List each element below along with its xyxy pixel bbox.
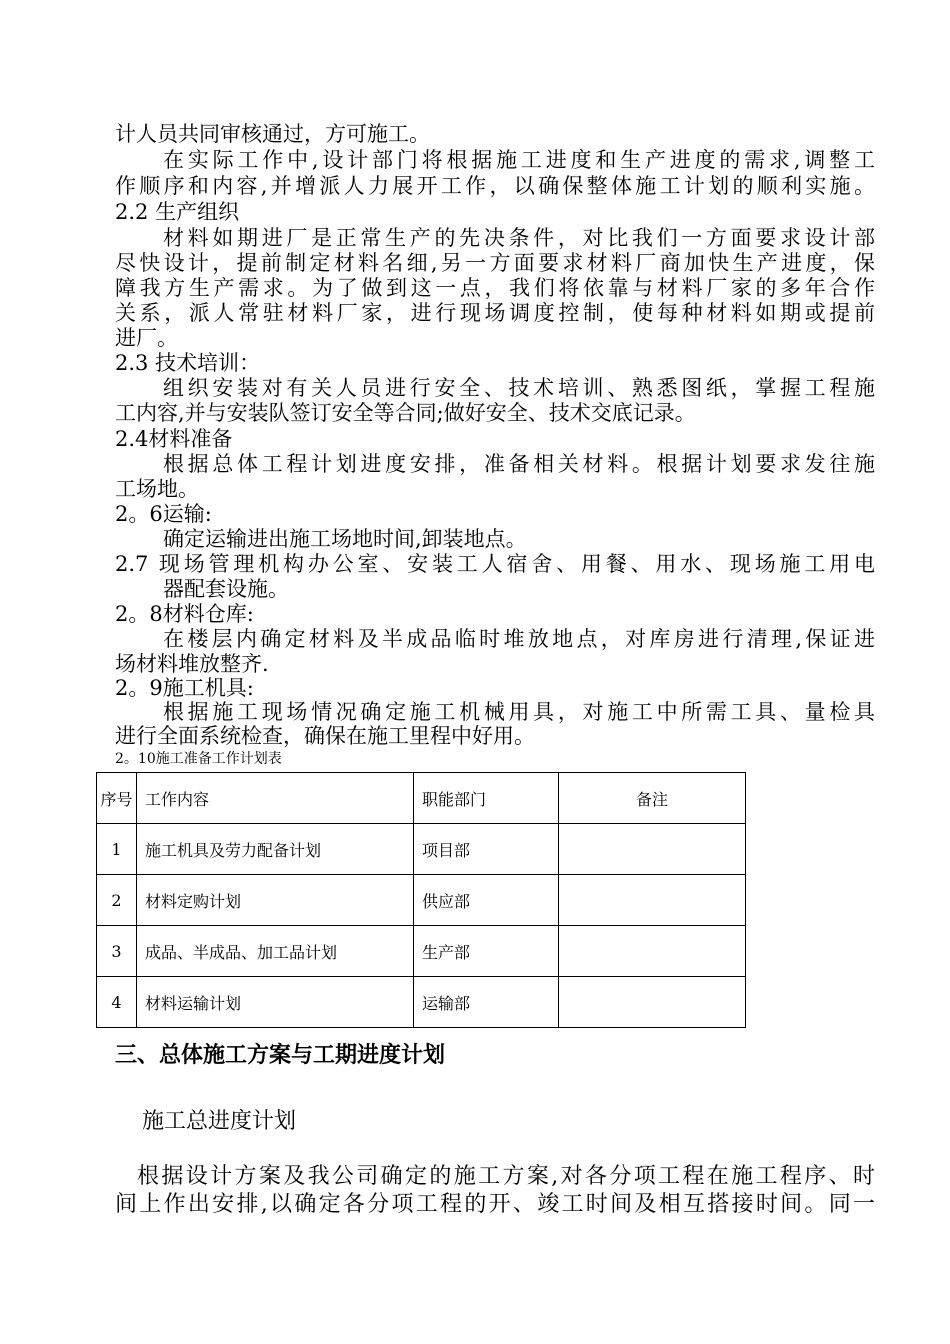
text-line: 尽快设计，提前制定材料名细,另一方面要求材料厂商加快生产进度，保	[115, 251, 875, 275]
table-row	[97, 977, 746, 1028]
table-row	[97, 875, 746, 926]
text-line: 计人员共同审核通过，方可施工。	[115, 122, 430, 146]
header-index: 序号	[97, 773, 137, 824]
text-line: 根据设计方案及我公司确定的施工方案,对各分项工程在施工程序、时	[137, 1164, 875, 1189]
cell-index: 4	[97, 977, 137, 1028]
text-line: 场材料堆放整齐.	[115, 652, 269, 676]
text-line: 根据施工现场情况确定施工机械用具，对施工中所需工具、量检具	[163, 700, 875, 724]
text-line: 器配套设施。	[163, 577, 289, 601]
text-line: 材料如期进厂是正常生产的先决条件，对比我们一方面要求设计部	[163, 226, 875, 250]
cell-remarks	[559, 926, 746, 977]
text-line: 作顺序和内容,并增派人力展开工作，以确保整体施工计划的顺利实施。	[115, 174, 875, 198]
cell-remarks	[559, 824, 746, 875]
header-content: 工作内容	[137, 773, 414, 824]
text-line: 根据总体工程计划进度安排，准备相关材料。根据计划要求发往施	[163, 452, 875, 476]
cell-index: 2	[97, 875, 137, 926]
cell-content: 成品、半成品、加工品计划	[137, 926, 414, 977]
work-plan-table	[96, 772, 746, 1028]
cell-department: 运输部	[414, 977, 559, 1028]
text-line: 组织安装对有关人员进行安全、技术培训、熟悉图纸，掌握工程施	[163, 376, 875, 400]
table-row	[97, 926, 746, 977]
text-line: 进厂。	[115, 326, 178, 350]
cell-remarks	[559, 977, 746, 1028]
text-line: 工内容,并与安装队签订安全等合同;做好安全、技术交底记录。	[115, 401, 696, 425]
section-title: 2.4材料准备	[115, 427, 233, 451]
table-row	[97, 824, 746, 875]
cell-department: 生产部	[414, 926, 559, 977]
table-caption: 2。10施工准备工作计划表	[115, 751, 282, 767]
header-department: 职能部门	[414, 773, 559, 824]
cell-content: 材料定购计划	[137, 875, 414, 926]
cell-index: 1	[97, 824, 137, 875]
cell-index: 3	[97, 926, 137, 977]
section-title: 2.7 现场管理机构办公室、安装工人宿舍、用餐、用水、现场施工用电	[115, 552, 875, 576]
text-line: 在楼层内确定材料及半成品临时堆放地点，对库房进行清理,保证进	[163, 627, 875, 651]
section-title: 2。6运输:	[115, 502, 212, 526]
section-title: 2.2 生产组织	[115, 200, 240, 224]
header-remarks: 备注	[559, 773, 746, 824]
cell-department: 项目部	[414, 824, 559, 875]
section-title: 2。9施工机具:	[115, 676, 254, 700]
cell-content: 施工机具及劳力配备计划	[137, 824, 414, 875]
text-line: 进行全面系统检查，确保在施工里程中好用。	[115, 724, 535, 748]
text-line: 确定运输进出施工场地时间,卸装地点。	[163, 527, 527, 551]
section-title: 2.3 技术培训：	[115, 351, 261, 375]
section-title: 2。8材料仓库:	[115, 602, 254, 626]
text-line: 障我方生产需求。为了做到这一点，我们将依靠与材料厂家的多年合作	[115, 276, 875, 300]
table-header-row	[97, 773, 746, 824]
cell-remarks	[559, 875, 746, 926]
cell-content: 材料运输计划	[137, 977, 414, 1028]
text-line: 关系，派人常驻材料厂家，进行现场调度控制，使每种材料如期或提前	[115, 301, 875, 325]
text-line: 在实际工作中,设计部门将根据施工进度和生产进度的需求,调整工	[163, 148, 875, 172]
chapter-heading: 三、总体施工方案与工期进度计划	[115, 1043, 446, 1068]
cell-department: 供应部	[414, 875, 559, 926]
text-line: 工场地。	[115, 477, 199, 501]
sub-heading: 施工总进度计划	[142, 1109, 297, 1134]
text-line: 间上作出安排,以确定各分项工程的开、竣工时间及相互搭接时间。同一	[115, 1192, 875, 1217]
